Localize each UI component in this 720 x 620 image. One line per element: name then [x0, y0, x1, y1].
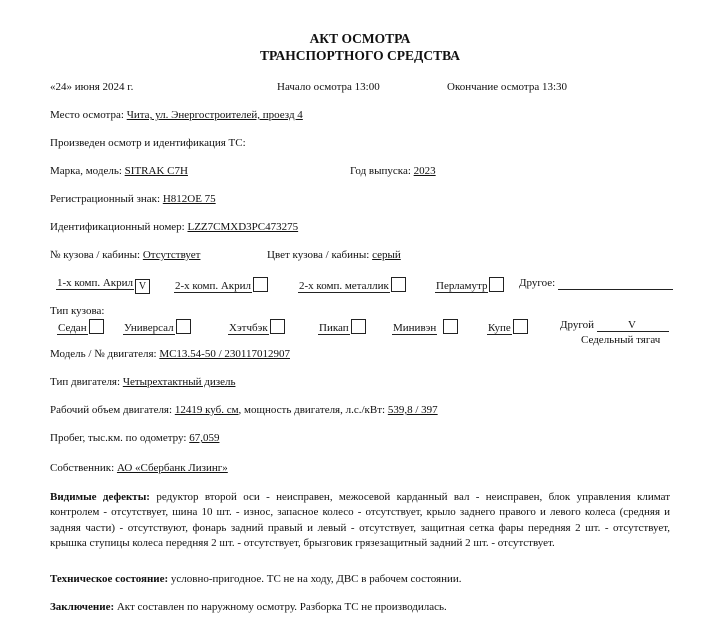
- body-color-label: Цвет кузова / кабины:: [267, 249, 370, 261]
- inspection-end: Окончание осмотра 13:30: [447, 81, 568, 93]
- body-type-hatchback-checkbox[interactable]: [270, 319, 285, 334]
- owner-value: АО «Сбербанк Лизинг»: [116, 462, 228, 474]
- body-type-other-label: Другой: [560, 319, 594, 331]
- engine-model-label: Модель / № двигателя:: [50, 348, 157, 360]
- inspection-start: Начало осмотра 13:00: [277, 81, 380, 93]
- body-type-other-value: Седельный тягач: [581, 334, 661, 346]
- condition-text: условно-пригодное. ТС не на ходу, ДВС в рабочем состоянии.: [170, 573, 462, 585]
- act-date: «24» июня 2024 г.: [50, 81, 134, 93]
- body-type-pickup-label: Пикап: [319, 322, 349, 334]
- engine-model-value: MC13.54-50 / 230117012907: [159, 348, 290, 360]
- body-type-wagon-label: Универсал: [124, 322, 174, 334]
- body-type-minivan: [392, 319, 458, 335]
- paint-option-1-label: 1-х комп. Акрил: [57, 277, 134, 289]
- make-value: SITRAK C7H: [124, 165, 188, 177]
- body-number-row: [50, 249, 200, 262]
- defects-text: редуктор второй оси - неисправен, межосевой карданный вал - неисправен, блок управления климат контролем - отсутствует, шина 10 шт. - износ, запасное колесо - отсутствует, крыло заднего правого и левого колеса (средняя и задняя части) - отсутствуют, фонарь задний правый и левый - отсутствует, защитная сетка фары передняя 2 шт. - отсутствует, крышка ступицы колеса передняя 2 шт. - отсутствует, брызговик грязезащитный задний 2 шт. - отсутствует.: [50, 491, 671, 549]
- conclusion-label: Заключение:: [50, 601, 115, 613]
- conclusion-row: [50, 601, 447, 614]
- body-type-wagon-checkbox[interactable]: [176, 319, 191, 334]
- conclusion-text: Акт составлен по наружному осмотру. Разборка ТС не производилась.: [116, 601, 447, 613]
- vin-value: LZZ7CMXD3PC473275: [187, 221, 299, 233]
- body-type-pickup: [318, 319, 366, 335]
- year-row: [350, 165, 436, 178]
- engine-volume-label: Рабочий объем двигателя:: [50, 404, 173, 416]
- paint-other-line[interactable]: [558, 289, 673, 290]
- body-type-minivan-label: Минивэн: [393, 322, 437, 334]
- body-type-sedan-checkbox[interactable]: [89, 319, 104, 334]
- body-type-other-mark: V: [628, 319, 636, 331]
- year-value: 2023: [413, 165, 436, 177]
- reg-row: [50, 193, 216, 206]
- make-label: Марка, модель:: [50, 165, 122, 177]
- body-type-coupe: [487, 319, 528, 335]
- page-title: АКТ ОСМОТРА: [309, 31, 411, 46]
- defects-paragraph: [50, 490, 670, 551]
- paint-option-4: [435, 277, 504, 293]
- place-value: Чита, ул. Энергостроителей, проезд 4: [126, 109, 303, 121]
- mileage-value: 67,059: [189, 432, 220, 444]
- paint-option-3-label: 2-х комп. металлик: [299, 280, 389, 292]
- body-type-hatchback-label: Хэтчбэк: [229, 322, 268, 334]
- vin-row: [50, 221, 298, 234]
- owner-row: [50, 462, 228, 475]
- body-type-wagon: [123, 319, 191, 335]
- paint-option-4-checkbox[interactable]: [489, 277, 504, 292]
- paint-option-4-label: Перламутр: [436, 280, 488, 292]
- paint-option-2-label: 2-х комп. Акрил: [175, 280, 252, 292]
- body-type-label: Тип кузова:: [50, 305, 105, 317]
- condition-row: [50, 573, 462, 586]
- place-row: [50, 109, 303, 122]
- body-type-other-line[interactable]: [597, 331, 669, 332]
- year-label: Год выпуска:: [350, 165, 411, 177]
- make-row: [50, 165, 188, 178]
- engine-type-value: Четырехтактный дизель: [122, 376, 236, 388]
- engine-model-row: [50, 348, 290, 361]
- body-type-coupe-label: Купе: [488, 322, 511, 334]
- engine-power-label: , мощность двигателя, л.с./кВт:: [238, 404, 386, 416]
- mileage-label: Пробег, тыс.км. по одометру:: [50, 432, 187, 444]
- owner-label: Собственник:: [50, 462, 115, 474]
- paint-option-2-checkbox[interactable]: [253, 277, 268, 292]
- place-label: Место осмотра:: [50, 109, 124, 121]
- body-type-hatchback: [228, 319, 285, 335]
- engine-type-label: Тип двигателя:: [50, 376, 121, 388]
- condition-label: Техническое состояние:: [50, 573, 169, 585]
- performed-text: Произведен осмотр и идентификация ТС:: [50, 137, 246, 149]
- reg-value: Н812ОЕ 75: [162, 193, 216, 205]
- body-color-row: [267, 249, 401, 262]
- body-color-value: серый: [372, 249, 401, 261]
- defects-label: Видимые дефекты:: [50, 491, 150, 503]
- body-type-coupe-checkbox[interactable]: [513, 319, 528, 334]
- engine-volume-value: 12419 куб. см: [174, 404, 239, 416]
- page-subtitle: ТРАНСПОРТНОГО СРЕДСТВА: [259, 48, 460, 63]
- body-number-label: № кузова / кабины:: [50, 249, 141, 261]
- reg-label: Регистрационный знак:: [50, 193, 161, 205]
- paint-option-3-checkbox[interactable]: [391, 277, 406, 292]
- mileage-row: [50, 432, 219, 445]
- paint-option-2: [174, 277, 268, 293]
- body-type-pickup-checkbox[interactable]: [351, 319, 366, 334]
- paint-option-1-checkbox[interactable]: V: [135, 279, 150, 294]
- body-number-value: Отсутствует: [142, 249, 201, 261]
- vin-label: Идентификационный номер:: [50, 221, 185, 233]
- body-type-sedan-label: Седан: [58, 322, 87, 334]
- paint-option-3: [298, 277, 406, 293]
- body-type-sedan: [57, 319, 104, 335]
- engine-type-row: [50, 376, 235, 389]
- paint-other-label: Другое:: [519, 277, 556, 289]
- engine-power-value: 539,8 / 397: [387, 404, 438, 416]
- engine-volume-row: [50, 404, 438, 417]
- body-type-minivan-checkbox[interactable]: [443, 319, 458, 334]
- paint-option-1: [56, 277, 150, 294]
